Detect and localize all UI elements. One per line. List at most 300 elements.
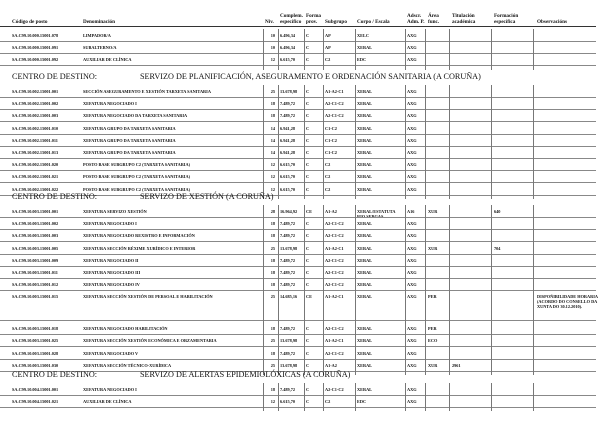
table-cell-adscr: A16	[407, 209, 415, 214]
section-title: SERVIZO DE ALERTAS EPIDEMIOLÓXICAS (A CORUÑA)	[140, 370, 351, 379]
table-cell-codigo: SA.C99.10.003.15001.012	[12, 282, 59, 288]
table-cell-adscr: AXG	[407, 233, 417, 239]
table-cell-forma: CE	[306, 209, 312, 214]
table-cell-denominacion: XEFATURA NEGOCIADO IV	[83, 282, 140, 288]
table-cell-niv: 18	[270, 257, 275, 263]
table-cell-area: PER	[428, 326, 437, 332]
table-cell-corpo: XERAL	[357, 137, 373, 143]
table-cell-forma: C	[306, 245, 310, 251]
table-cell-niv: 12	[270, 162, 275, 168]
table-cell-niv: 18	[270, 113, 275, 119]
table-cell-denominacion: XEFATURA NEGOCIADO V	[83, 350, 139, 356]
table-cell-adscr: AXG	[407, 45, 417, 51]
column-header-corpo: Corpo / Escala	[357, 18, 390, 25]
table-cell-complem: 6.615,70	[280, 57, 296, 63]
table-cell-codigo: SA.C99.10.003.15001.005	[12, 245, 59, 251]
table-cell-denominacion: XEFATURA NEGOCIADO DA TARXETA SANITARIA	[83, 113, 188, 119]
column-rule	[405, 205, 406, 375]
row-rule	[0, 359, 596, 360]
table-cell-niv: 12	[270, 186, 275, 192]
column-header-adscr: Adscr. Adm. P.	[407, 13, 425, 25]
table-cell-adscr: AXG	[407, 137, 417, 143]
table-cell-niv: 18	[270, 270, 275, 275]
row-rule	[0, 170, 596, 171]
table-cell-subgrupo: A2-C1-C2	[325, 113, 344, 119]
table-cell-denominacion: XEFATURA NEGOCIADO HABILITACIÓN	[83, 326, 168, 332]
table-cell-niv: 25	[270, 89, 275, 94]
column-rule	[449, 383, 450, 411]
table-cell-complem: 7.489,72	[280, 326, 296, 332]
row-rule	[0, 254, 596, 255]
table-cell-subgrupo: A2-C1-C2	[325, 282, 344, 288]
table-cell-adscr: AXG	[407, 282, 417, 288]
table-cell-denominacion: XEFATURA SERVIZO XESTIÓN	[83, 209, 147, 214]
table-cell-corpo: XERAL	[357, 282, 373, 288]
table-cell-niv: 18	[270, 326, 275, 332]
table-cell-corpo: XERAL	[357, 338, 373, 344]
table-cell-denominacion: XEFATURA NEGOCIADO II	[83, 257, 139, 263]
column-rule	[405, 85, 406, 199]
column-rule	[449, 205, 450, 375]
table-cell-corpo: XERAL	[357, 89, 373, 94]
table-cell-corpo: XERAL	[357, 350, 373, 356]
table-cell-denominacion: XEFATURA NEGOCIADO I	[83, 387, 137, 392]
table-cell-adscr: AXG	[407, 57, 417, 63]
column-rule	[278, 29, 279, 70]
column-rule	[304, 29, 305, 70]
table-cell-forma: C	[306, 233, 310, 239]
table-cell-forma: C	[306, 282, 310, 288]
column-header-observacions: Observacións	[537, 18, 567, 25]
table-cell-complem: 13.678,98	[280, 362, 298, 368]
table-cell-niv: 18	[270, 387, 275, 392]
column-rule	[323, 29, 324, 70]
table-cell-subgrupo: C2	[325, 399, 331, 405]
table-cell-complem: 6.496,34	[280, 45, 296, 51]
table-cell-subgrupo: C1-C2	[325, 125, 337, 131]
table-cell-niv: 18	[270, 282, 275, 288]
table-cell-codigo: SA.C99.10.000.15001.091	[12, 45, 59, 51]
column-rule	[533, 29, 534, 70]
row-rule	[0, 134, 596, 135]
table-cell-forma: C	[306, 338, 310, 344]
table-cell-subgrupo: A2-C1-C2	[325, 221, 344, 227]
table-cell-denominacion: SUBALTERNO/A	[83, 45, 117, 51]
table-cell-denominacion: XEFATURA NEGOCIADO I	[83, 221, 137, 227]
row-rule	[0, 334, 596, 335]
table-cell-denominacion: SECCIÓN ASEGURAMENTO E XESTIÓN TARXETA SANITARIA	[83, 89, 211, 94]
table-cell-complem: 7.489,72	[280, 270, 296, 275]
table-cell-complem: 6.615,70	[280, 162, 296, 168]
column-header-niv: Niv.	[265, 18, 274, 25]
table-cell-corpo: XERAL	[357, 362, 373, 368]
column-rule	[491, 29, 492, 70]
table-cell-forma: C	[306, 45, 310, 51]
table-cell-corpo: XERAL	[357, 45, 373, 51]
table-cell-complem: 6.941,28	[280, 137, 296, 143]
table-cell-adscr: AXG	[407, 270, 417, 275]
table-cell-adscr: AXG	[407, 125, 417, 131]
table-cell-forma: C	[306, 113, 310, 119]
column-rule	[355, 29, 356, 70]
table-cell-niv: 14	[270, 150, 275, 155]
table-cell-forma: C	[306, 162, 310, 168]
table-cell-adscr: AXG	[407, 150, 417, 155]
table-cell-corpo: XERAL	[357, 245, 373, 251]
table-cell-codigo: SA.C99.10.002.15001.022	[12, 186, 59, 192]
row-rule	[0, 146, 596, 147]
table-cell-niv: 14	[270, 125, 275, 131]
column-rule	[278, 85, 279, 199]
table-cell-area: XUR	[428, 209, 438, 214]
table-cell-corpo: XERAL	[357, 113, 373, 119]
table-cell-niv: 10	[270, 33, 275, 38]
table-cell-niv: 25	[270, 362, 275, 368]
table-cell-codigo: SA.C99.10.003.15001.003	[12, 233, 59, 239]
table-cell-subgrupo: A2-C1-C2	[325, 233, 344, 239]
table-cell-codigo: SA.C99.10.002.15001.002	[12, 101, 59, 107]
table-cell-adscr: AXG	[407, 362, 417, 368]
table-cell-adscr: AXG	[407, 294, 417, 300]
table-cell-adscr: AXG	[407, 338, 417, 344]
table-cell-adscr: AXG	[407, 245, 417, 251]
table-cell-codigo: SA.C99.10.002.15001.003	[12, 113, 59, 119]
table-cell-niv: 25	[270, 338, 275, 344]
table-cell-denominacion: XEFATURA SECCIÓN TÉCNICO-XURÍDICA	[83, 362, 172, 368]
row-rule	[0, 121, 596, 122]
column-rule	[263, 85, 264, 199]
section-title: SERVIZO DE XESTIÓN (A CORUÑA)	[140, 192, 274, 201]
column-rule	[304, 383, 305, 411]
table-cell-subgrupo: A2-C1-C2	[325, 326, 344, 332]
table-cell-denominacion: XEFATURA NEGOCIADO III	[83, 270, 141, 275]
table-cell-complem: 7.489,72	[280, 387, 296, 392]
table-cell-forma: C	[306, 362, 310, 368]
table-cell-niv: 25	[270, 245, 275, 251]
table-cell-complem: 6.615,70	[280, 186, 296, 192]
table-cell-denominacion: XEFATURA NEGOCIADO REXISTRO E INFORMACIÓN	[83, 233, 195, 239]
table-cell-corpo: XERAL	[357, 125, 373, 131]
table-cell-denominacion: XEFATURA GRUPO DA TARXETA SANITARIA	[83, 137, 176, 143]
table-cell-codigo: SA.C99.10.000.15001.092	[12, 57, 59, 63]
column-header-area: Área func.	[428, 13, 440, 25]
table-cell-niv: 25	[270, 294, 275, 300]
table-cell-corpo: EDC	[357, 399, 367, 405]
table-cell-codigo: SA.C99.10.002.15001.013	[12, 150, 59, 155]
table-cell-adscr: AXG	[407, 399, 417, 405]
section-label: CENTRO DE DESTINO:	[12, 72, 98, 81]
table-cell-codigo: SA.C99.10.002.15001.020	[12, 162, 59, 168]
table-cell-corpo: XERAL	[357, 326, 373, 332]
column-header-denominacion: Denominación	[83, 18, 115, 25]
table-cell-adscr: AXG	[407, 89, 417, 94]
column-rule	[278, 383, 279, 411]
table-cell-forma: C	[306, 89, 310, 94]
table-cell-complem: 7.489,72	[280, 350, 296, 356]
table-cell-adscr: AXG	[407, 387, 417, 392]
row-rule	[0, 229, 596, 230]
table-cell-adscr: AXG	[407, 174, 417, 180]
table-cell-forma: C	[306, 174, 310, 180]
table-cell-denominacion: AUXILIAR DE CLÍNICA	[83, 399, 132, 405]
table-cell-corpo: XERAL	[357, 257, 373, 263]
table-cell-area: XUR	[428, 245, 438, 251]
table-cell-niv: 18	[270, 101, 275, 107]
table-cell-subgrupo: C2	[325, 174, 331, 180]
table-cell-forma: C	[306, 387, 310, 392]
table-cell-niv: 10	[270, 45, 275, 51]
table-cell-forma: C	[306, 270, 310, 275]
table-cell-forma: C	[306, 101, 310, 107]
table-cell-codigo: SA.C99.10.003.15001.028	[12, 350, 59, 356]
table-cell-corpo: XERAL	[357, 174, 373, 180]
table-cell-niv: 12	[270, 174, 275, 180]
table-cell-adscr: AXG	[407, 326, 417, 332]
table-cell-subgrupo: A1-A2-C1	[325, 245, 344, 251]
column-rule	[491, 205, 492, 375]
column-rule	[263, 29, 264, 70]
row-rule	[0, 320, 596, 321]
table-cell-area: PER	[428, 294, 437, 300]
table-cell-corpo: XERAL	[357, 270, 373, 275]
table-cell-codigo: SA.C99.10.002.15001.021	[12, 174, 59, 180]
table-cell-corpo: XERAL	[357, 186, 373, 192]
row-rule	[0, 109, 596, 110]
table-cell-niv: 12	[270, 57, 275, 63]
column-rule	[355, 383, 356, 411]
table-cell-subgrupo: C2	[325, 186, 331, 192]
table-cell-subgrupo: C1-C2	[325, 137, 337, 143]
table-cell-corpo: XERAL	[357, 150, 373, 155]
table-cell-codigo: SA.C99.10.004.15001.001	[12, 387, 59, 392]
table-cell-corpo: XELC	[357, 33, 369, 38]
column-rule	[449, 85, 450, 199]
table-cell-complem: 7.489,72	[280, 257, 296, 263]
table-cell-corpo: XERAL/ESTATUTA RIO SERGAS	[357, 209, 396, 219]
table-cell-denominacion: XEFATURA NEGOCIADO I	[83, 101, 137, 107]
table-cell-corpo: XERAL	[357, 294, 373, 300]
table-cell-codigo: SA.C99.10.002.15001.001	[12, 89, 59, 94]
table-cell-subgrupo: A1-A2-C1	[325, 338, 344, 344]
table-cell-codigo: SA.C99.10.004.15001.021	[12, 399, 59, 405]
column-rule	[533, 383, 534, 411]
table-cell-forma: C	[306, 33, 310, 38]
section-label: CENTRO DE DESTINO:	[12, 192, 98, 201]
column-rule	[533, 205, 534, 375]
table-cell-codigo: SA.C99.10.002.15001.010	[12, 125, 59, 131]
table-cell-complem: 13.678,98	[280, 245, 298, 251]
table-cell-titulacion: 2961	[452, 362, 461, 368]
row-rule	[0, 41, 596, 42]
table-cell-codigo: SA.C99.10.003.15001.025	[12, 338, 59, 344]
table-cell-adscr: AXG	[407, 113, 417, 119]
table-cell-subgrupo: A2-C1-C2	[325, 101, 344, 107]
row-rule	[0, 266, 596, 267]
column-rule	[278, 205, 279, 375]
table-cell-forma: C	[306, 57, 310, 63]
table-cell-adscr: AXG	[407, 221, 417, 227]
table-cell-codigo: SA.C99.10.003.15001.011	[12, 270, 58, 275]
column-rule	[323, 205, 324, 375]
table-cell-adscr: AXG	[407, 162, 417, 168]
table-cell-complem: 7.489,72	[280, 282, 296, 288]
table-cell-forma: C	[306, 137, 310, 143]
table-cell-adscr: AXG	[407, 101, 417, 107]
table-cell-forma: C	[306, 221, 310, 227]
table-cell-subgrupo: C1-C2	[325, 150, 337, 155]
column-header-complem: Complem. específico	[280, 13, 303, 25]
table-cell-codigo: SA.C99.10.003.15001.001	[12, 209, 59, 214]
column-rule	[323, 383, 324, 411]
column-header-forma: Forma prov.	[306, 13, 321, 25]
table-cell-complem: 6.941,28	[280, 150, 296, 155]
table-cell-complem: 16.964,92	[280, 209, 298, 214]
column-rule	[323, 85, 324, 199]
table-cell-subgrupo: A2-C1-C2	[325, 387, 344, 392]
table-cell-complem: 6.941,28	[280, 125, 296, 131]
row-rule	[0, 217, 596, 218]
table-cell-complem: 6.496,34	[280, 33, 296, 38]
table-cell-niv: 18	[270, 221, 275, 227]
table-cell-denominacion: XEFATURA SECCIÓN RÉXIME XURÍDICO E INTERIOR	[83, 245, 196, 251]
table-cell-forma: C	[306, 350, 310, 356]
table-cell-adscr: AXG	[407, 257, 417, 263]
table-cell-codigo: SA.C99.10.003.15001.030	[12, 362, 59, 368]
table-cell-corpo: XERAL	[357, 387, 373, 392]
column-rule	[263, 383, 264, 411]
table-cell-adscr: AXG	[407, 33, 417, 38]
table-cell-forma: C	[306, 399, 310, 405]
table-cell-forma: CE	[306, 294, 312, 300]
table-cell-subgrupo: C2	[325, 57, 331, 63]
table-cell-forma: C	[306, 125, 310, 131]
table-cell-complem: 14.685,16	[280, 294, 298, 300]
column-rule	[263, 205, 264, 375]
table-cell-subgrupo: C2	[325, 162, 331, 168]
row-rule	[0, 407, 596, 408]
table-cell-subgrupo: A2-C1-C2	[325, 270, 344, 275]
column-rule	[491, 383, 492, 411]
table-cell-corpo: XERAL	[357, 233, 373, 239]
table-cell-niv: 18	[270, 233, 275, 239]
row-rule	[0, 290, 596, 291]
section-label: CENTRO DE DESTINO:	[12, 370, 98, 379]
table-cell-area: ECO	[428, 338, 438, 344]
column-header-formacion: Formación específica	[494, 13, 519, 25]
column-rule	[425, 205, 426, 375]
row-rule	[0, 395, 596, 396]
table-cell-formacion: 704	[494, 245, 501, 251]
row-rule	[0, 65, 596, 66]
column-header-subgrupo: Subgrupo	[325, 18, 347, 25]
column-rule	[355, 85, 356, 199]
row-rule	[0, 182, 596, 183]
table-cell-codigo: SA.C99.10.002.15001.011	[12, 137, 58, 143]
row-rule	[0, 53, 596, 54]
column-rule	[425, 383, 426, 411]
column-rule	[405, 383, 406, 411]
table-cell-denominacion: POSTO BASE SUBGRUPO C2 (TARXETA SANITARIA)	[83, 186, 191, 192]
table-cell-forma: C	[306, 257, 310, 263]
column-rule	[533, 85, 534, 199]
table-cell-forma: C	[306, 150, 310, 155]
table-cell-complem: 13.678,98	[280, 89, 298, 94]
row-rule	[0, 97, 596, 98]
table-cell-denominacion: POSTO BASE SUBGRUPO C2 (TARXETA SANITARIA)	[83, 162, 191, 168]
table-cell-denominacion: POSTO BASE SUBGRUPO C2 (TARXETA SANITARIA)	[83, 174, 191, 180]
table-cell-complem: 13.678,98	[280, 338, 298, 344]
table-cell-corpo: XERAL	[357, 221, 373, 227]
table-cell-complem: 7.489,72	[280, 221, 296, 227]
table-cell-corpo: EDC	[357, 57, 367, 63]
column-rule	[355, 205, 356, 375]
table-cell-subgrupo: A1-A2	[325, 209, 337, 214]
column-rule	[304, 205, 305, 375]
row-rule	[0, 158, 596, 159]
table-cell-niv: 12	[270, 399, 275, 405]
table-cell-complem: 7.489,72	[280, 233, 296, 239]
table-cell-complem: 7.489,72	[280, 101, 296, 107]
table-cell-adscr: AXG	[407, 186, 417, 192]
table-cell-codigo: SA.C99.10.003.15001.009	[12, 257, 59, 263]
table-cell-complem: 6.615,70	[280, 174, 296, 180]
table-cell-subgrupo: AP	[325, 45, 331, 51]
table-cell-formacion: 640	[494, 209, 501, 214]
table-cell-niv: 28	[270, 209, 275, 214]
table-cell-codigo: SA.C99.10.000.15001.078	[12, 33, 59, 38]
column-rule	[425, 29, 426, 70]
table-cell-denominacion: XEFATURA GRUPO DA TARXETA SANITARIA	[83, 150, 176, 155]
table-cell-codigo: SA.C99.10.003.15001.015	[12, 294, 59, 300]
table-cell-subgrupo: A2-C1-C2	[325, 257, 344, 263]
column-rule	[425, 85, 426, 199]
table-cell-corpo: XERAL	[357, 101, 373, 107]
table-cell-denominacion: XEFATURA GRUPO DA TARXETA SANITARIA	[83, 125, 176, 131]
table-cell-subgrupo: A2-C1-C2	[325, 350, 344, 356]
column-rule	[491, 85, 492, 199]
table-cell-denominacion: AUXILIAR DE CLÍNICA	[83, 57, 132, 63]
table-cell-complem: 7.489,72	[280, 113, 296, 119]
table-cell-adscr: AXG	[407, 350, 417, 356]
section-title: SERVIZO DE PLANIFICACIÓN, ASEGURAMENTO E ORDENACIÓN SANITARIA (A CORUÑA)	[140, 72, 481, 81]
table-cell-niv: 14	[270, 137, 275, 143]
table-cell-complem: 6.615,70	[280, 399, 296, 405]
table-cell-codigo: SA.C99.10.003.15001.018	[12, 326, 59, 332]
table-cell-forma: C	[306, 326, 310, 332]
header-rule	[0, 26, 596, 27]
table-cell-niv: 18	[270, 350, 275, 356]
table-cell-subgrupo: A1-A2-C1	[325, 294, 344, 300]
column-rule	[449, 29, 450, 70]
column-rule	[405, 29, 406, 70]
table-cell-observacions: DISPOÑIBILIDADE HORARIA (ACORDO DO CONSELLO DA XUNTA DO 30.12.2010).	[537, 294, 598, 310]
table-cell-denominacion: LIMPADOR/A	[83, 33, 111, 38]
table-cell-denominacion: XEFATURA SECCIÓN XESTIÓN DE PERSOAL E HABILITACIÓN	[83, 294, 213, 300]
table-cell-subgrupo: A1-A2-C1	[325, 89, 344, 94]
table-cell-subgrupo: AP	[325, 33, 331, 38]
row-rule	[0, 278, 596, 279]
table-cell-codigo: SA.C99.10.003.15001.002	[12, 221, 59, 227]
table-cell-forma: C	[306, 186, 310, 192]
table-cell-area: XUR	[428, 362, 438, 368]
table-cell-corpo: XERAL	[357, 162, 373, 168]
table-cell-denominacion: XEFATURA SECCIÓN XESTIÓN ECONÓMICA E ORZAMENTARIA	[83, 338, 217, 344]
column-rule	[304, 85, 305, 199]
column-header-codigo: Código de posto	[12, 18, 48, 25]
table-cell-subgrupo: A1-A2	[325, 362, 337, 368]
column-header-titulacion: Titulación académica	[452, 13, 476, 25]
row-rule	[0, 241, 596, 242]
